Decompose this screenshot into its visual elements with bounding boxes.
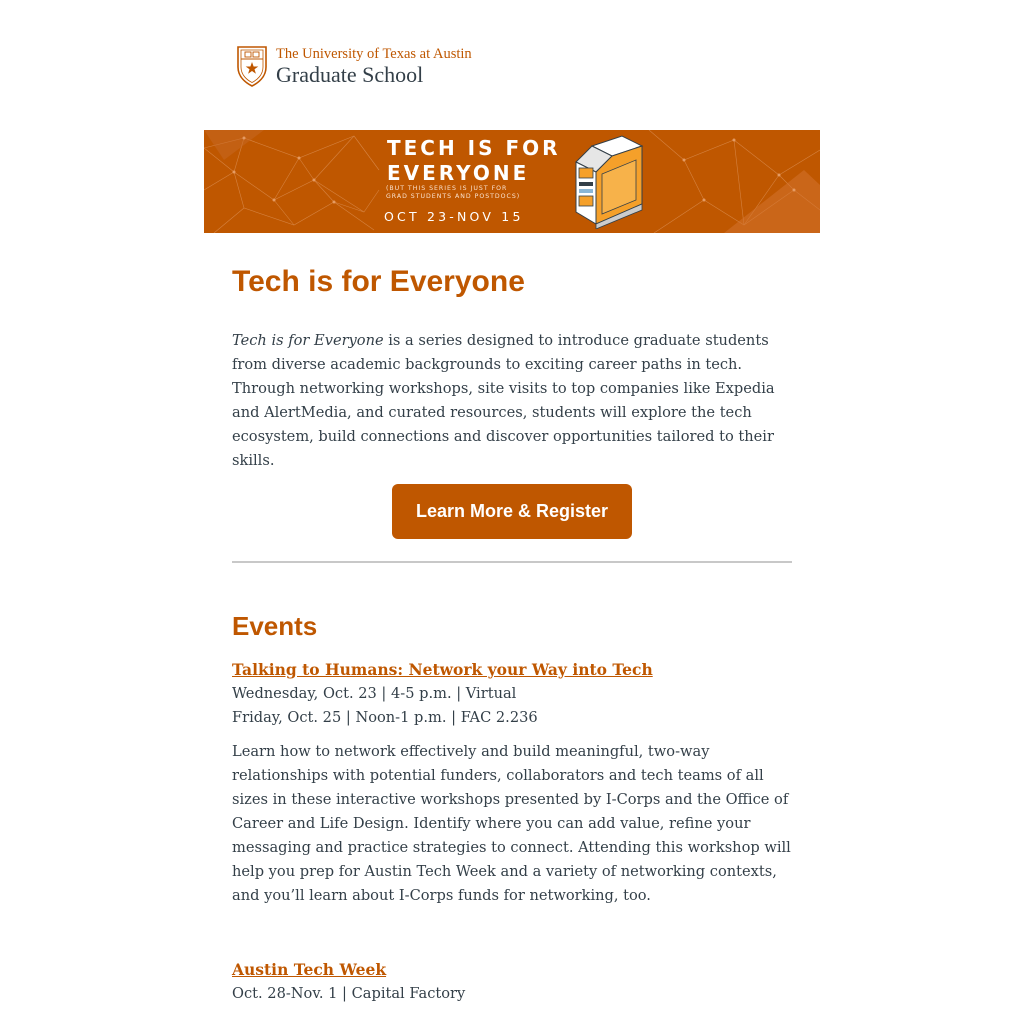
computer-kiosk-illustration (572, 134, 644, 229)
ut-graduate-school-logo[interactable] (236, 45, 472, 87)
learn-more-register-button[interactable]: Learn More & Register (392, 484, 632, 539)
section-divider (232, 561, 792, 563)
intro-series-name: Tech is for Everyone (232, 332, 384, 349)
banner-subtitle-line2: GRAD STUDENTS AND POSTDOCS) (386, 192, 521, 200)
event-date-line: Oct. 28-Nov. 1 | Capital Factory (232, 985, 466, 1002)
intro-text: is a series designed to introduce graduate students from diverse academic backgrounds to exciting career paths in tech. Through networking workshops, site visits to top companies like Expedia and AlertMedia, and curated resources, students will explore the tech ecosystem, build connections and discover opportunities tailored to their skills. (232, 332, 775, 469)
banner-title (387, 136, 561, 186)
event-description: Learn how to network effectively and build meaningful, two-way relationships with potential funders, collaborators and tech teams of all sizes in these interactive workshops presented by I-Corps and the Office of Career and Life Design. Identify where you can add value, refine your messaging and practice strategies to connect. Attending this workshop will help you prep for Austin Tech Week and a variety of networking contexts, and you’ll learn about I-Corps funds for networking, too. (232, 743, 791, 904)
event-link-austin-tech-week[interactable]: Austin Tech Week (232, 960, 387, 979)
banner-subtitle-line1: (BUT THIS SERIES IS JUST FOR (386, 185, 508, 192)
banner-subtitle (386, 185, 561, 200)
banner-title-line2: EVERYONE (387, 161, 530, 185)
intro-paragraph (232, 329, 797, 473)
event-date-line: Friday, Oct. 25 | Noon-1 p.m. | FAC 2.236 (232, 709, 538, 726)
hero-banner (204, 130, 820, 233)
events-heading: Events (232, 611, 318, 641)
event-link-talking-to-humans[interactable]: Talking to Humans: Network your Way into Tech (232, 660, 653, 679)
event-date-line: Wednesday, Oct. 23 | 4-5 p.m. | Virtual (232, 685, 517, 702)
ut-shield-icon (236, 45, 268, 87)
logo-university-name: The University of Texas at Austin (276, 46, 472, 62)
page-title: Tech is for Everyone (232, 265, 525, 298)
banner-title-line1: TECH IS FOR (387, 136, 561, 160)
banner-dates: OCT 23-NOV 15 (384, 209, 524, 224)
logo-school-name: Graduate School (276, 62, 424, 87)
